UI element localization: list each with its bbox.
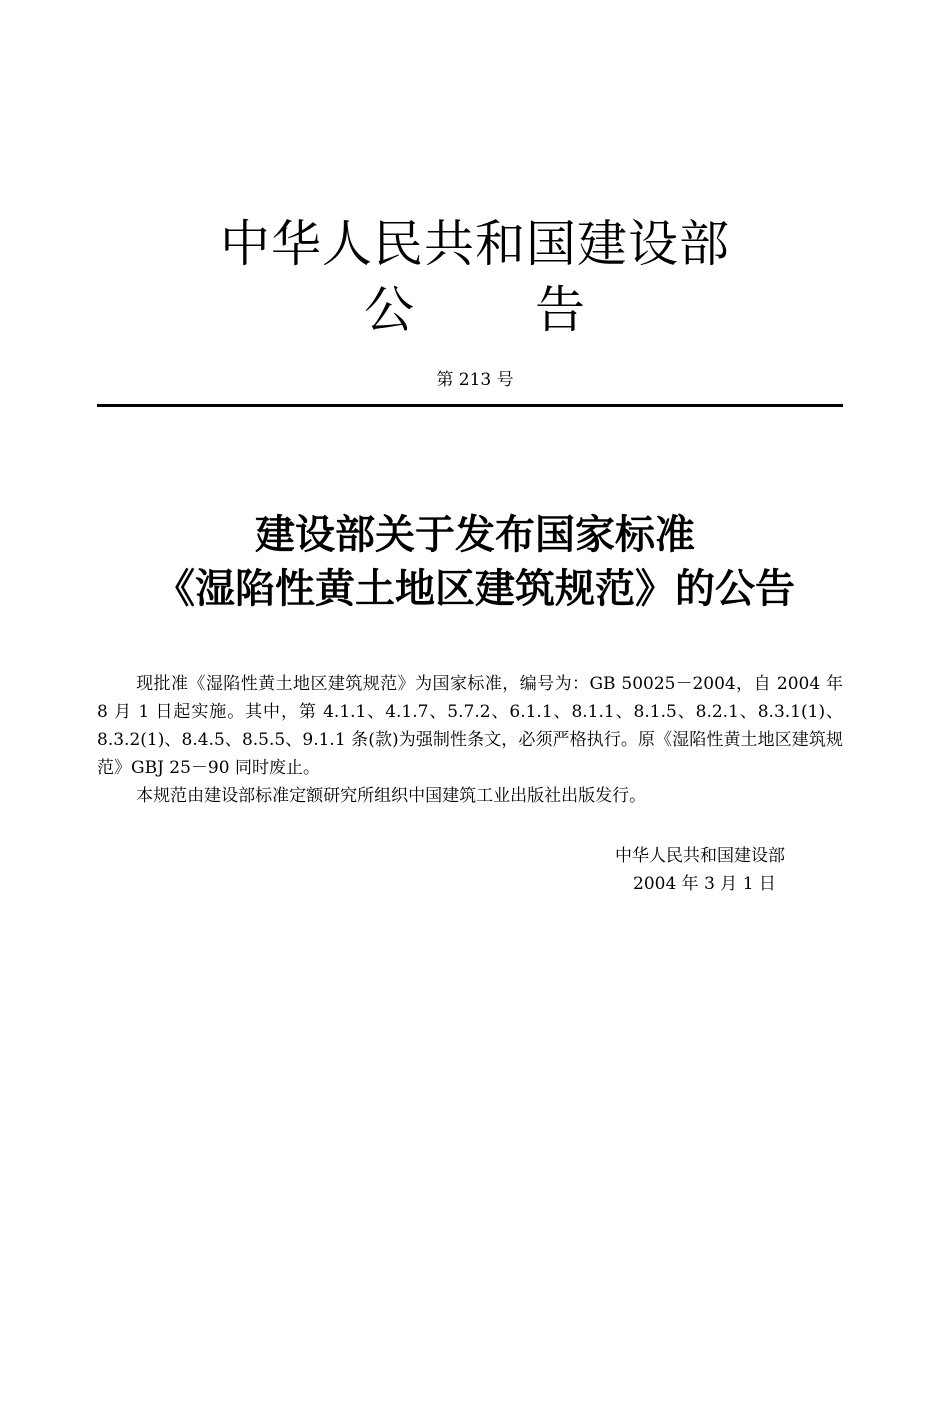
signature-date: 2004 年 3 月 1 日 — [633, 874, 776, 894]
issuer-heading: 中华人民共和国建设部 — [220, 215, 730, 273]
body-paragraph-1: 现批准《湿陷性黄土地区建筑规范》为国家标准，编号为：GB 50025－2004，自 2004 年 8 月 1 日起实施。其中，第 4.1.1、4.1.7、5.7.2、6.1.1、8.1.1、8.1.5、8.2.1、8.3.1(1)、8.3.2(1)、8.4.5、8.5.5、9.1.1 条(款)为强制性条文，必须严格执行。原《湿陷性黄土地区建筑规范》GBJ 25－90 同时废止。 — [97, 674, 843, 778]
signature-organization: 中华人民共和国建设部 — [615, 846, 785, 866]
document-title-line-2: 《湿陷性黄土地区建筑规范》的公告 — [155, 566, 795, 612]
notice-heading — [0, 280, 950, 340]
notice-number: 第 213 号 — [436, 370, 514, 390]
notice-char-1: 公 — [364, 281, 415, 339]
notice-body — [97, 670, 843, 810]
body-paragraph-2: 本规范由建设部标准定额研究所组织中国建筑工业出版社出版发行。 — [136, 786, 647, 806]
document-title-line-1: 建设部关于发布国家标准 — [255, 512, 695, 558]
notice-char-2: 告 — [535, 281, 586, 339]
header-divider — [97, 404, 843, 407]
